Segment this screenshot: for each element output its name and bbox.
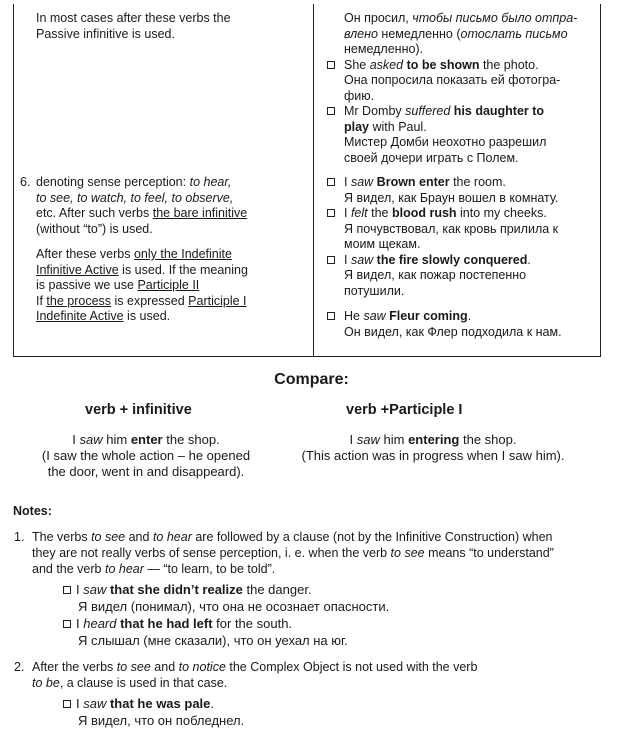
text-line: etc. After such verbs the bare infinitive <box>36 206 248 220</box>
text-line: In most cases after these verbs the <box>36 11 231 25</box>
text-line: to see, to watch, to feel, to observe, <box>36 190 234 205</box>
checkbox-bullet-icon <box>63 620 71 628</box>
text-line: (without “to”) is used. <box>36 221 153 236</box>
notes-heading: Notes: <box>13 504 52 518</box>
left-top-cell <box>36 11 231 42</box>
text-line: is passive we use Participle II <box>36 278 200 292</box>
checkbox-bullet-icon <box>327 61 335 69</box>
text-line: the door, went in and disappeard). <box>47 464 245 479</box>
right-bottom-cell <box>327 175 597 340</box>
compare-heading: Compare: <box>274 371 349 388</box>
note-example: I saw that he was pale. <box>63 696 214 712</box>
table-column-divider <box>313 4 314 357</box>
text-line: I saw him enter the shop. <box>72 432 220 447</box>
text-line: (This action was in progress when I saw him). <box>301 448 565 463</box>
note-example: I saw that she didn’t realize the danger. <box>63 582 312 598</box>
text-line: After these verbs only the Indefinite <box>36 247 232 261</box>
text-line: denoting sense perception: to hear, <box>36 175 232 189</box>
text-line: немедленно). <box>344 42 424 56</box>
text-line: If the process is expressed Participle I <box>36 293 247 308</box>
checkbox-bullet-icon <box>63 700 71 708</box>
text-line: Indefinite Active is used. <box>36 309 171 323</box>
note-example-translation: Я видел (понимал), что она не осознает опасности. <box>78 599 390 614</box>
example-item: I saw Brown enter the room. Я видел, как Браун вошел в комнату. <box>327 175 597 206</box>
left-bottom-cell <box>20 175 248 325</box>
note-example-translation: Я видел, что он побледнел. <box>78 713 245 728</box>
checkbox-bullet-icon <box>327 209 335 217</box>
checkbox-bullet-icon <box>63 586 71 594</box>
note-example-translation: Я слышал (мне сказали), что он уехал на юг. <box>78 633 348 648</box>
example-item: I saw the fire slowly conquered. Я видел, как пожар постепенно потушили. <box>327 253 597 300</box>
note-text: and the verb to hear — “to learn, to be told”. <box>32 562 276 576</box>
text-line: I saw him entering the shop. <box>349 432 517 447</box>
item-number: 6. <box>20 175 31 189</box>
note-number: 2. <box>14 660 25 674</box>
example-item: He saw Fleur coming. Он видел, как Флер подходила к нам. <box>327 309 597 340</box>
checkbox-bullet-icon <box>327 312 335 320</box>
note-text: After the verbs to see and to notice the Complex Object is not used with the verb <box>32 660 478 674</box>
checkbox-bullet-icon <box>327 107 335 115</box>
text-line: Infinitive Active is used. If the meaning <box>36 262 248 277</box>
note-example: I heard that he had left for the south. <box>63 616 292 632</box>
text-line: Он просил, чтобы письмо было отпра- <box>344 11 578 25</box>
note-text: The verbs to see and to hear are followed by a clause (not by the Infinitive Construction) when <box>32 530 553 544</box>
note-text: to be, a clause is used in that case. <box>32 676 228 690</box>
compare-right-body <box>276 432 590 464</box>
example-item: She asked to be shown the photo. Она попросила показать ей фотогра- фию. <box>327 58 597 105</box>
compare-left-body <box>8 432 284 480</box>
note-number: 1. <box>14 530 25 544</box>
checkbox-bullet-icon <box>327 256 335 264</box>
right-top-cell <box>327 11 597 166</box>
text-line: Passive infinitive is used. <box>36 26 175 41</box>
text-line: влено немедленно (отослать письмо <box>344 26 568 41</box>
example-item: Mr Domby suffered his daughter to play with Paul. Мистер Домби неохотно разрешил своей дочери играть с Полем. <box>327 104 597 166</box>
note-text: they are not really verbs of sense perception, i. e. when the verb to see means “to understand” <box>32 546 554 560</box>
example-item: I felt the blood rush into my cheeks. Я почувствовал, как кровь прилила к моим щекам. <box>327 206 597 253</box>
text-line: (I saw the whole action – he opened <box>41 448 251 463</box>
checkbox-bullet-icon <box>327 178 335 186</box>
compare-left-heading: verb + infinitive <box>85 402 192 418</box>
compare-right-heading: verb +Participle I <box>346 402 463 418</box>
